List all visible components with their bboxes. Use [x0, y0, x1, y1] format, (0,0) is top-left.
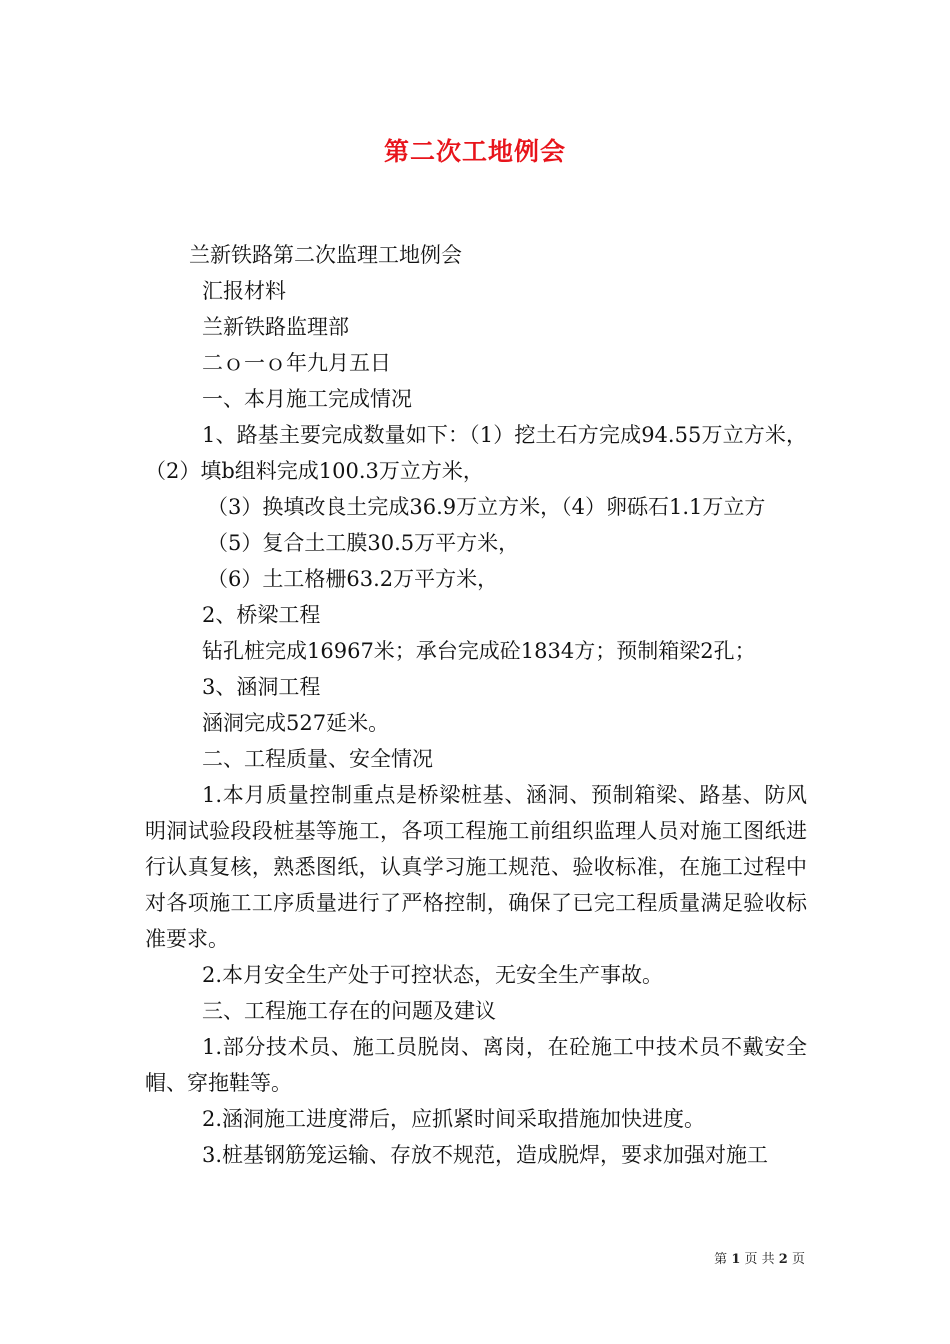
text-line: 3、涵洞工程	[202, 675, 321, 699]
text-line: 涵洞完成527延米。	[202, 711, 390, 735]
text-line: （6）土工格栅63.2万平方米，	[207, 567, 499, 591]
paragraph: （3）换填改良土完成36.9万立方米，（4）卵砾石1.1万立方	[207, 495, 766, 519]
text-line: 3.桩基钢筋笼运输、存放不规范，造成脱焊，要求加强对施工	[202, 1143, 769, 1167]
page-footer	[714, 1248, 805, 1267]
paragraph: 1.部分技术员、施工员脱岗、离岗，在砼施工中技术员不戴安全帽、穿拖鞋等。	[145, 1035, 807, 1095]
section-heading: 二、工程质量、安全情况	[202, 747, 433, 771]
page-title: 第二次工地例会	[383, 137, 566, 166]
footer-middle: 页 共	[744, 1252, 775, 1267]
text-line: 兰新铁路第二次监理工地例会	[189, 243, 462, 267]
footer-page-number: 1	[731, 1252, 741, 1267]
section-heading: 三、工程施工存在的问题及建议	[202, 999, 496, 1023]
footer-total-pages: 2	[778, 1252, 788, 1267]
text-line: 2、桥梁工程	[202, 603, 321, 627]
text-line: 2.本月安全生产处于可控状态，无安全生产事故。	[202, 963, 664, 987]
text-line: 兰新铁路监理部	[202, 315, 349, 339]
text-line: 钻孔桩完成16967米；承台完成砼1834方；预制箱梁2孔；	[202, 639, 756, 663]
text-line: 二ｏ一ｏ年九月五日	[202, 351, 391, 375]
text-line: 2.涵洞施工进度滞后，应抓紧时间采取措施加快进度。	[202, 1107, 706, 1131]
text-line: 汇报材料	[202, 279, 286, 303]
paragraph: 1.本月质量控制重点是桥梁桩基、涵洞、预制箱梁、路基、防风明洞试验段段桩基等施工，各项工程施工前组织监理人员对施工图纸进行认真复核，熟悉图纸，认真学习施工规范、验收标准，在施工过程中对各项施工工序质量进行了严格控制，确保了已完工程质量满足验收标准要求。	[145, 783, 807, 951]
footer-suffix: 页	[791, 1252, 805, 1267]
text-line: （5）复合土工膜30.5万平方米，	[207, 531, 520, 555]
paragraph: 1、路基主要完成数量如下：（1）挖土石方完成94.55万立方米，（2）填b组料完成100.3万立方米，	[145, 423, 807, 483]
footer-prefix: 第	[714, 1252, 728, 1267]
section-heading: 一、本月施工完成情况	[202, 387, 412, 411]
document-body	[145, 237, 807, 1173]
